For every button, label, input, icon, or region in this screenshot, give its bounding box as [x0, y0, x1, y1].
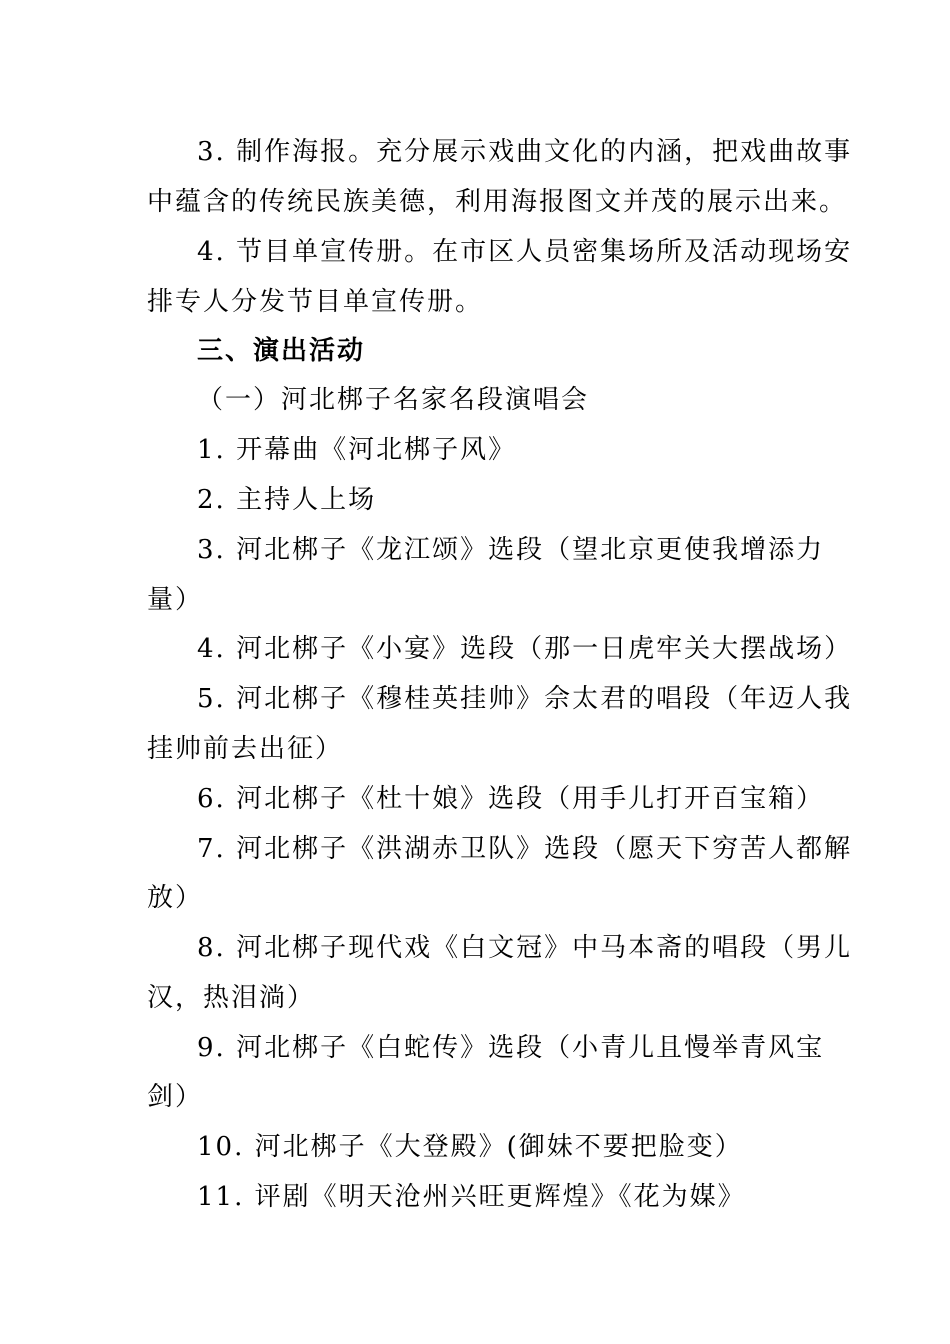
list-item: 5. 河北梆子《穆桂英挂帅》佘太君的唱段（年迈人我 — [197, 684, 853, 714]
list-item: 2. 主持人上场 — [197, 485, 377, 515]
list-item: 3. 河北梆子《龙江颂》选段（望北京更使我增添力 — [197, 535, 825, 565]
list-item: 9. 河北梆子《白蛇传》选段（小青儿且慢举青风宝 — [197, 1033, 825, 1063]
section-heading: 三、演出活动 — [197, 336, 366, 366]
list-item: 8. 河北梆子现代戏《白文冠》中马本斋的唱段（男儿 — [197, 933, 853, 963]
paragraph-brochure-line-2: 排专人分发节目单宣传册。 — [147, 287, 484, 317]
list-item: 10. 河北梆子《大登殿》(御妹不要把脸变） — [197, 1132, 743, 1162]
list-item: 4. 河北梆子《小宴》选段（那一日虎牢关大摆战场） — [197, 634, 853, 664]
paragraph-poster-line-2: 中蕴含的传统民族美德，利用海报图文并茂的展示出来。 — [147, 187, 848, 217]
list-item-continuation: 量） — [147, 585, 204, 615]
list-item: 6. 河北梆子《杜十娘》选段（用手儿打开百宝箱） — [197, 784, 825, 814]
list-item-continuation: 汉，热泪淌） — [147, 983, 316, 1013]
list-item: 11. 评剧《明天沧州兴旺更辉煌》《花为媒》 — [197, 1182, 746, 1212]
list-item-continuation: 放） — [147, 883, 204, 913]
list-item: 1. 开幕曲《河北梆子风》 — [197, 435, 517, 465]
list-item: 7. 河北梆子《洪湖赤卫队》选段（愿天下穷苦人都解 — [197, 834, 853, 864]
paragraph-poster-line-1: 3. 制作海报。充分展示戏曲文化的内涵，把戏曲故事 — [197, 137, 853, 167]
list-item-continuation: 剑） — [147, 1082, 204, 1112]
paragraph-brochure-line-1: 4. 节目单宣传册。在市区人员密集场所及活动现场安 — [197, 237, 853, 267]
subsection-heading: （一）河北梆子名家名段演唱会 — [197, 385, 590, 415]
list-item-continuation: 挂帅前去出征） — [147, 734, 344, 764]
